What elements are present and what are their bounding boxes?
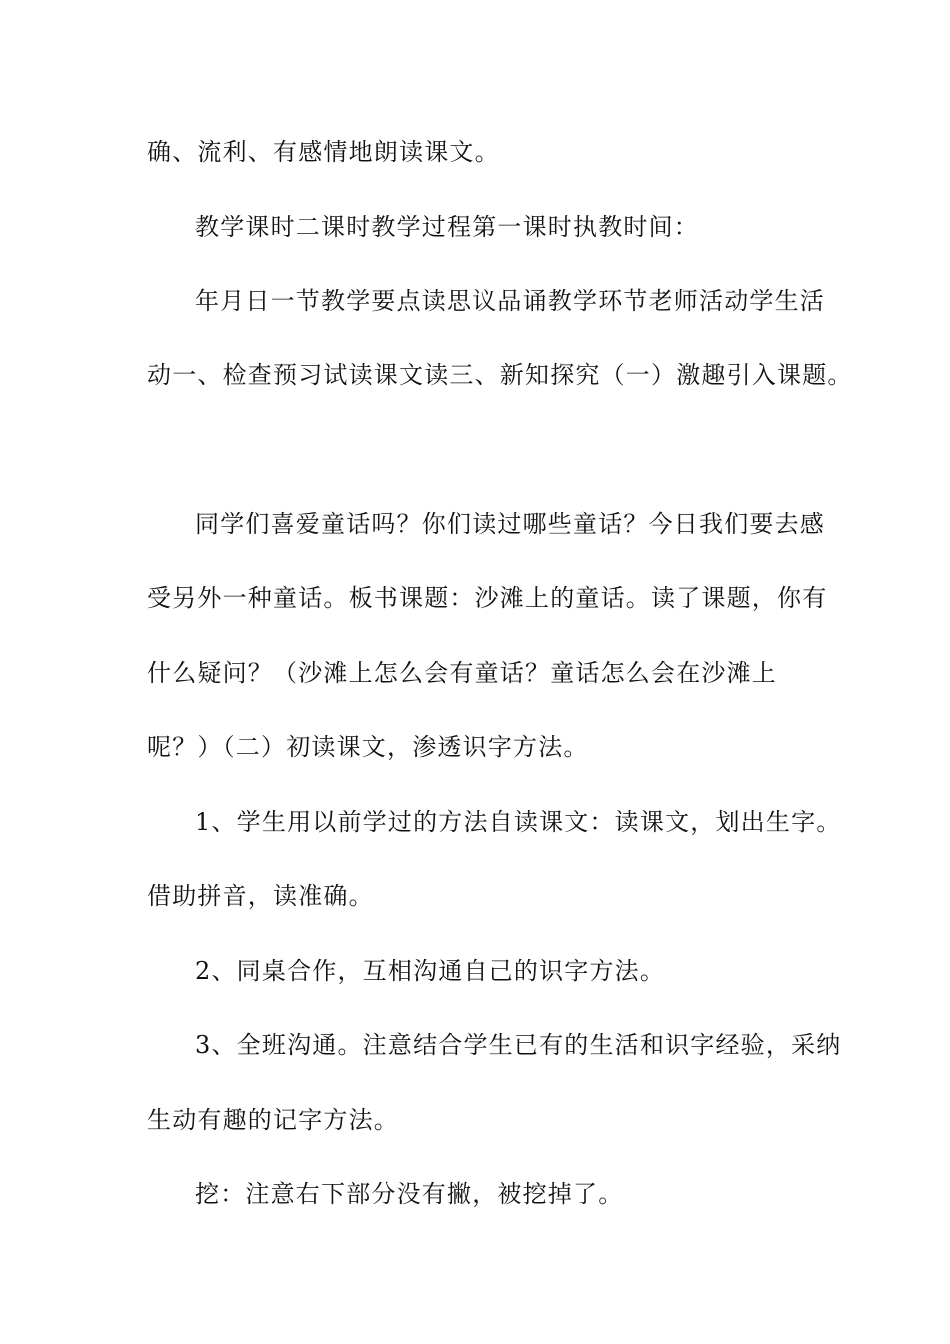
text-line-4: 动一、检查预习试读课文读三、新知探究（一）激趣引入课题。 (147, 361, 853, 389)
text-line-6: 受另外一种童话。板书课题：沙滩上的童话。读了课题，你有 (147, 584, 828, 612)
text-line-3: 年月日一节教学要点读思议品诵教学环节老师活动学生活 (195, 287, 825, 315)
text-line-12: 3、全班沟通。注意结合学生已有的生活和识字经验，采纳 (195, 1031, 842, 1059)
text-line-5: 同学们喜爱童话吗？你们读过哪些童话？今日我们要去感 (195, 510, 825, 538)
text-line-14: 挖：注意右下部分没有撇，被挖掉了。 (195, 1180, 624, 1208)
text-line-10: 借助拼音，读准确。 (147, 882, 374, 910)
text-line-9: 1、学生用以前学过的方法自读课文：读课文，划出生字。 (195, 808, 842, 836)
text-line-1: 确、流利、有感情地朗读课文。 (147, 138, 500, 166)
text-line-11: 2、同桌合作，互相沟通自己的识字方法。 (195, 957, 666, 985)
text-line-8: 呢？）（二）初读课文，渗透识字方法。 (147, 733, 589, 761)
text-line-2: 教学课时二课时教学过程第一课时执教时间： (195, 213, 699, 241)
text-line-13: 生动有趣的记字方法。 (147, 1106, 399, 1134)
text-line-7: 什么疑问？（沙滩上怎么会有童话？童话怎么会在沙滩上 (147, 659, 777, 687)
